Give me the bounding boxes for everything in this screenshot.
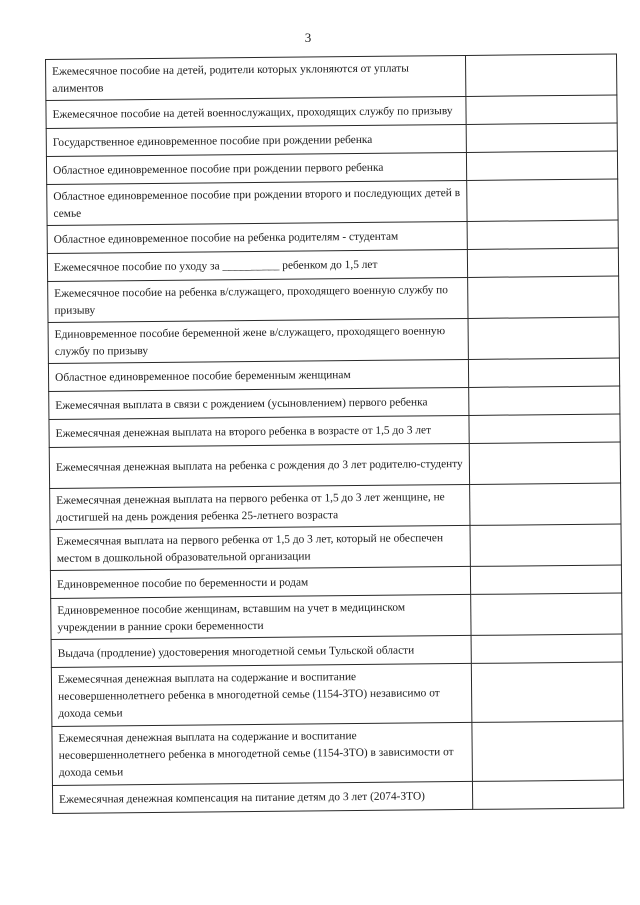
- benefit-label-cell: Областное единовременное пособие при рождении первого ребенка: [46, 152, 466, 184]
- benefit-label-cell: Ежемесячная выплата на первого ребенка от 1,5 до 3 лет, который не обеспечен местом в дошкольной образовательной организации: [50, 525, 470, 570]
- benefit-mark-cell[interactable]: [470, 593, 622, 635]
- table-row: [48, 317, 619, 363]
- benefit-mark-cell[interactable]: [466, 123, 618, 152]
- benefit-label-cell: Ежемесячная денежная выплата на содержание и воспитание несовершеннолетнего ребенка в многодетной семье (1154-ЗТО) в зависимости от дохода семьи: [52, 722, 472, 785]
- table-row: [52, 780, 623, 813]
- table-row: [52, 721, 624, 785]
- benefit-label-cell: Ежемесячная денежная выплата на ребенка с рождения до 3 лет родителю-студенту: [49, 443, 469, 488]
- benefit-mark-cell[interactable]: [465, 95, 617, 124]
- benefit-mark-cell[interactable]: [466, 151, 618, 180]
- benefit-mark-cell[interactable]: [468, 317, 620, 359]
- benefit-mark-cell[interactable]: [465, 54, 617, 96]
- benefit-label-cell: Единовременное пособие по беременности и родам: [50, 566, 470, 598]
- benefit-mark-cell[interactable]: [471, 662, 623, 722]
- benefit-mark-cell[interactable]: [469, 442, 621, 484]
- table-row: [49, 442, 620, 488]
- benefit-mark-cell[interactable]: [467, 248, 619, 277]
- table-row: [51, 662, 623, 726]
- table-row: [50, 483, 621, 529]
- benefit-label-cell: Государственное единовременное пособие при рождении ребенка: [46, 124, 466, 156]
- benefit-label-cell: Ежемесячная денежная компенсация на питание детям до 3 лет (2074-ЗТО): [52, 781, 472, 813]
- benefit-mark-cell[interactable]: [468, 414, 620, 443]
- benefit-mark-cell[interactable]: [472, 780, 624, 809]
- benefit-label-cell: Ежемесячное пособие на детей, родители которых уклоняются от уплаты алиментов: [46, 55, 466, 100]
- benefits-table: [45, 54, 624, 814]
- benefit-mark-cell[interactable]: [467, 220, 619, 249]
- benefit-label-cell: Ежемесячное пособие по уходу за __________ ребенком до 1,5 лет: [47, 249, 467, 281]
- benefit-mark-cell[interactable]: [471, 721, 623, 781]
- benefit-label-cell: Ежемесячное пособие на детей военнослужащих, проходящих службу по призыву: [46, 96, 466, 128]
- benefit-label-cell: Единовременное пособие беременной жене в/служащего, проходящего военную службу по призыву: [48, 318, 468, 363]
- table-row: [50, 524, 621, 570]
- benefit-mark-cell[interactable]: [470, 565, 622, 594]
- benefit-label-cell: Областное единовременное пособие на ребенка родителям - студентам: [47, 221, 467, 253]
- benefit-mark-cell[interactable]: [466, 179, 618, 221]
- page-number: 3: [304, 30, 312, 45]
- benefit-mark-cell[interactable]: [468, 358, 620, 387]
- table-row: [48, 276, 619, 322]
- benefit-mark-cell[interactable]: [469, 483, 621, 525]
- table-row: [46, 54, 617, 100]
- table-row: [51, 593, 622, 639]
- benefit-label-cell: Единовременное пособие женщинам, вставшим на учет в медицинском учреждении в ранние сроки беременности: [51, 594, 471, 639]
- benefit-label-cell: Ежемесячная денежная выплата на первого ребенка от 1,5 до 3 лет женщине, не достигшей на день рождения ребенка 25-летнего возраста: [50, 484, 470, 529]
- benefit-mark-cell[interactable]: [470, 524, 622, 566]
- benefit-mark-cell[interactable]: [468, 386, 620, 415]
- benefit-label-cell: Ежемесячная выплата в связи с рождением (усыновлением) первого ребенка: [49, 387, 469, 419]
- benefit-label-cell: Ежемесячное пособие на ребенка в/служащего, проходящего военную службу по призыву: [48, 277, 468, 322]
- benefit-label-cell: Ежемесячная денежная выплата на содержание и воспитание несовершеннолетнего ребенка в многодетной семье (1154-ЗТО) независимо от дохода семьи: [51, 663, 471, 726]
- benefit-label-cell: Областное единовременное пособие при рождении второго и последующих детей в семье: [47, 180, 467, 225]
- benefit-label-cell: Выдача (продление) удостоверения многодетной семьи Тульской области: [51, 635, 471, 667]
- table-row: [47, 179, 618, 225]
- benefit-mark-cell[interactable]: [471, 634, 623, 663]
- benefit-label-cell: Ежемесячная денежная выплата на второго ребенка в возрасте от 1,5 до 3 лет: [49, 415, 469, 447]
- benefit-mark-cell[interactable]: [467, 276, 619, 318]
- benefits-table-body: [46, 54, 624, 813]
- benefit-label-cell: Областное единовременное пособие беременным женщинам: [48, 359, 468, 391]
